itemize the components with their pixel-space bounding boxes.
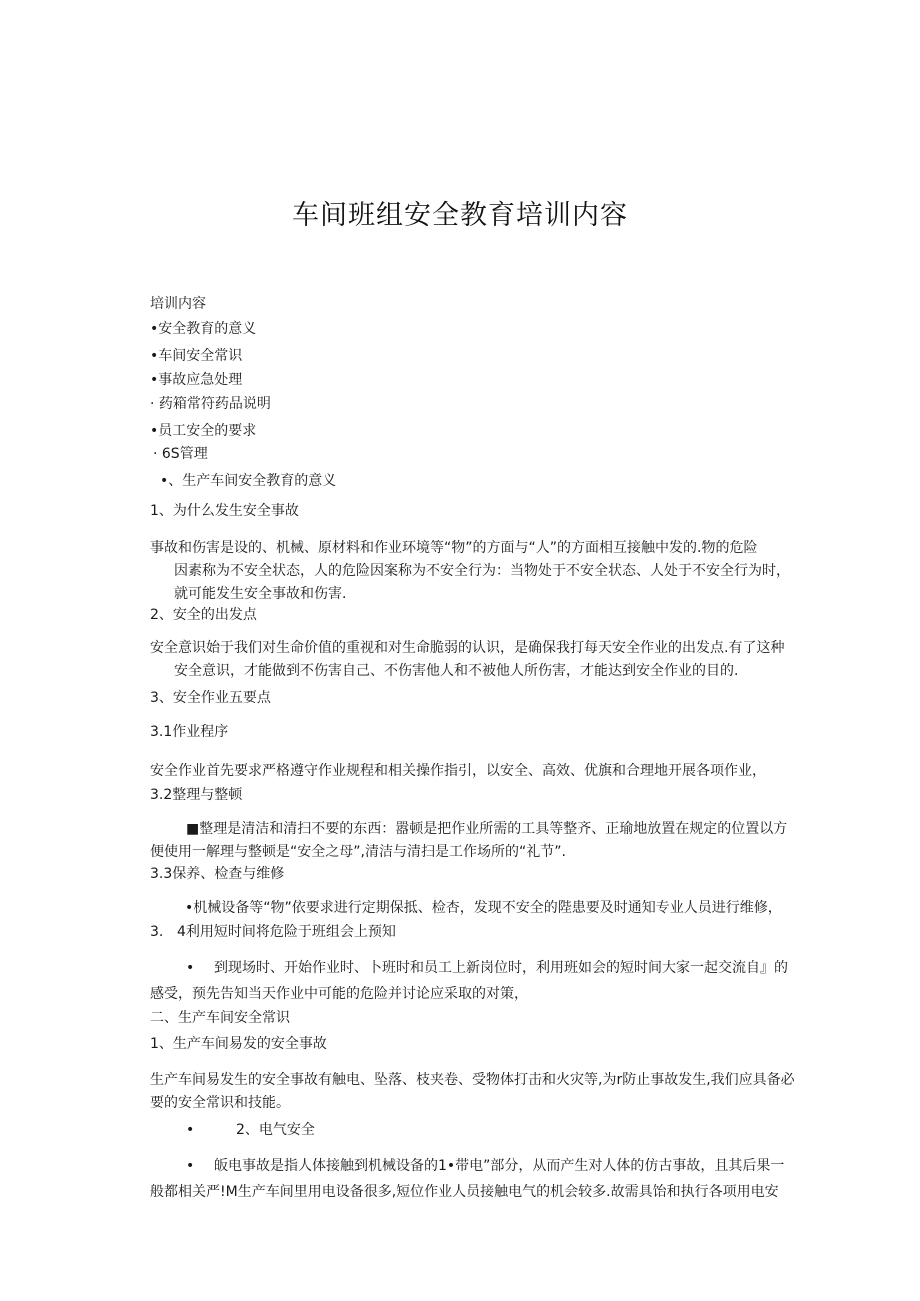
subsection-heading: 1、为什么发生安全事故	[150, 503, 299, 519]
subsection-heading: 2、安全的出发点	[150, 607, 257, 623]
toc-item: · 6S管理	[153, 446, 208, 462]
toc-item: •车间安全常识	[150, 348, 243, 364]
paragraph-line: 生产车间易发生的安全事故有触电、坠落、枝夹卷、受物体打击和火灾等,为r防止事故发生,我们应具备必	[150, 1072, 795, 1088]
item-heading: 3.1作业程序	[150, 724, 229, 740]
item-heading: 4利用短时间将危险于班组会上预知	[177, 924, 396, 940]
paragraph-line: 事故和伤害是设的、机械、原材料和作业环境等“物”的方面与“人”的方面相互接触中发的.物的危险	[150, 540, 758, 556]
paragraph	[150, 1069, 795, 1115]
toc-item: · 药箱常符药品说明	[150, 396, 271, 412]
toc-item: •安全教育的意义	[150, 321, 257, 337]
paragraph-line: 到现场时、开始作业时、卜班时和员工上新岗位时，利用班如会的短时间大家一起交流自』的	[214, 960, 788, 976]
paragraph-line: 安全意识始于我们对生命价值的重视和对生命脆弱的认识，是确保我打每天安全作业的出发点.有了这种	[150, 640, 785, 656]
paragraph-line: 就可能发生安全事故和伤害.	[174, 586, 347, 602]
subsection-heading: 2、电气安全	[236, 1122, 315, 1138]
paragraph-line: 皈电事故是指人体接触到机械设备的1•带电”部分，从而产生对人体的仿古事故，且其后果一	[214, 1158, 785, 1174]
paragraph-line: 安全意识，才能做到不伤害自己、不伤害他人和不被他人所伤害，才能达到安全作业的目的.	[174, 663, 739, 679]
paragraph	[150, 637, 790, 683]
paragraph-line: ■整理是清洁和清扫不要的东西：嚣顿是把作业所需的工具等整齐、正瑜地放置在规定的位置以方	[186, 821, 788, 837]
bullet: •	[186, 1122, 195, 1138]
paragraph-line: 感受，预先告知当天作业中可能的危险并讨论应采取的对策，	[150, 986, 528, 1002]
item-heading: 3.3保养、检查与维修	[150, 866, 285, 882]
subsection-heading: 3、安全作业五要点	[150, 690, 271, 706]
bullet: •	[186, 1158, 195, 1174]
section-heading: 二、生产车间安全常识	[150, 1010, 290, 1026]
toc-item: •员工安全的要求	[150, 423, 257, 439]
bullet: •	[186, 960, 195, 976]
item-heading-number: 3.	[150, 924, 164, 940]
paragraph-line: 安全作业首先要求严格遵守作业规程和相关操作指引，以安全、高效、优旗和合理地开展各项作业，	[150, 763, 766, 779]
paragraph	[150, 537, 790, 606]
item-heading: 3.2整理与整顿	[150, 787, 243, 803]
toc-item: •事故应急处理	[150, 372, 243, 388]
paragraph-line: 便使用一解理与整顿是“安全之母”,清洁与清扫是工作场所的“礼节”.	[150, 844, 566, 860]
page-title: 车间班组安全教育培训内容	[292, 200, 628, 231]
paragraph-line: •机械设备等“物”依要求进行定期保抵、检杏，发现不安全的陛患要及时通知专业人员进行维修，	[185, 900, 782, 916]
paragraph-line: 般都相关严!M生产车间里用电设备很多,短位作业人员接触电气的机会较多.故需具饴和执行各项用电安	[150, 1184, 779, 1200]
paragraph	[150, 818, 790, 864]
paragraph-line: 因素称为不安全状态，人的危险因案称为不安全行为：当物处于不安全状态、人处于不安全行为时，	[174, 563, 790, 579]
section-heading: •、生产车间安全教育的意义	[160, 473, 337, 489]
paragraph-line: 要的安全常识和技能。	[150, 1095, 290, 1111]
subsection-heading: 1、生产车间易发的安全事故	[150, 1036, 327, 1052]
toc-heading: 培训内容	[150, 296, 206, 312]
